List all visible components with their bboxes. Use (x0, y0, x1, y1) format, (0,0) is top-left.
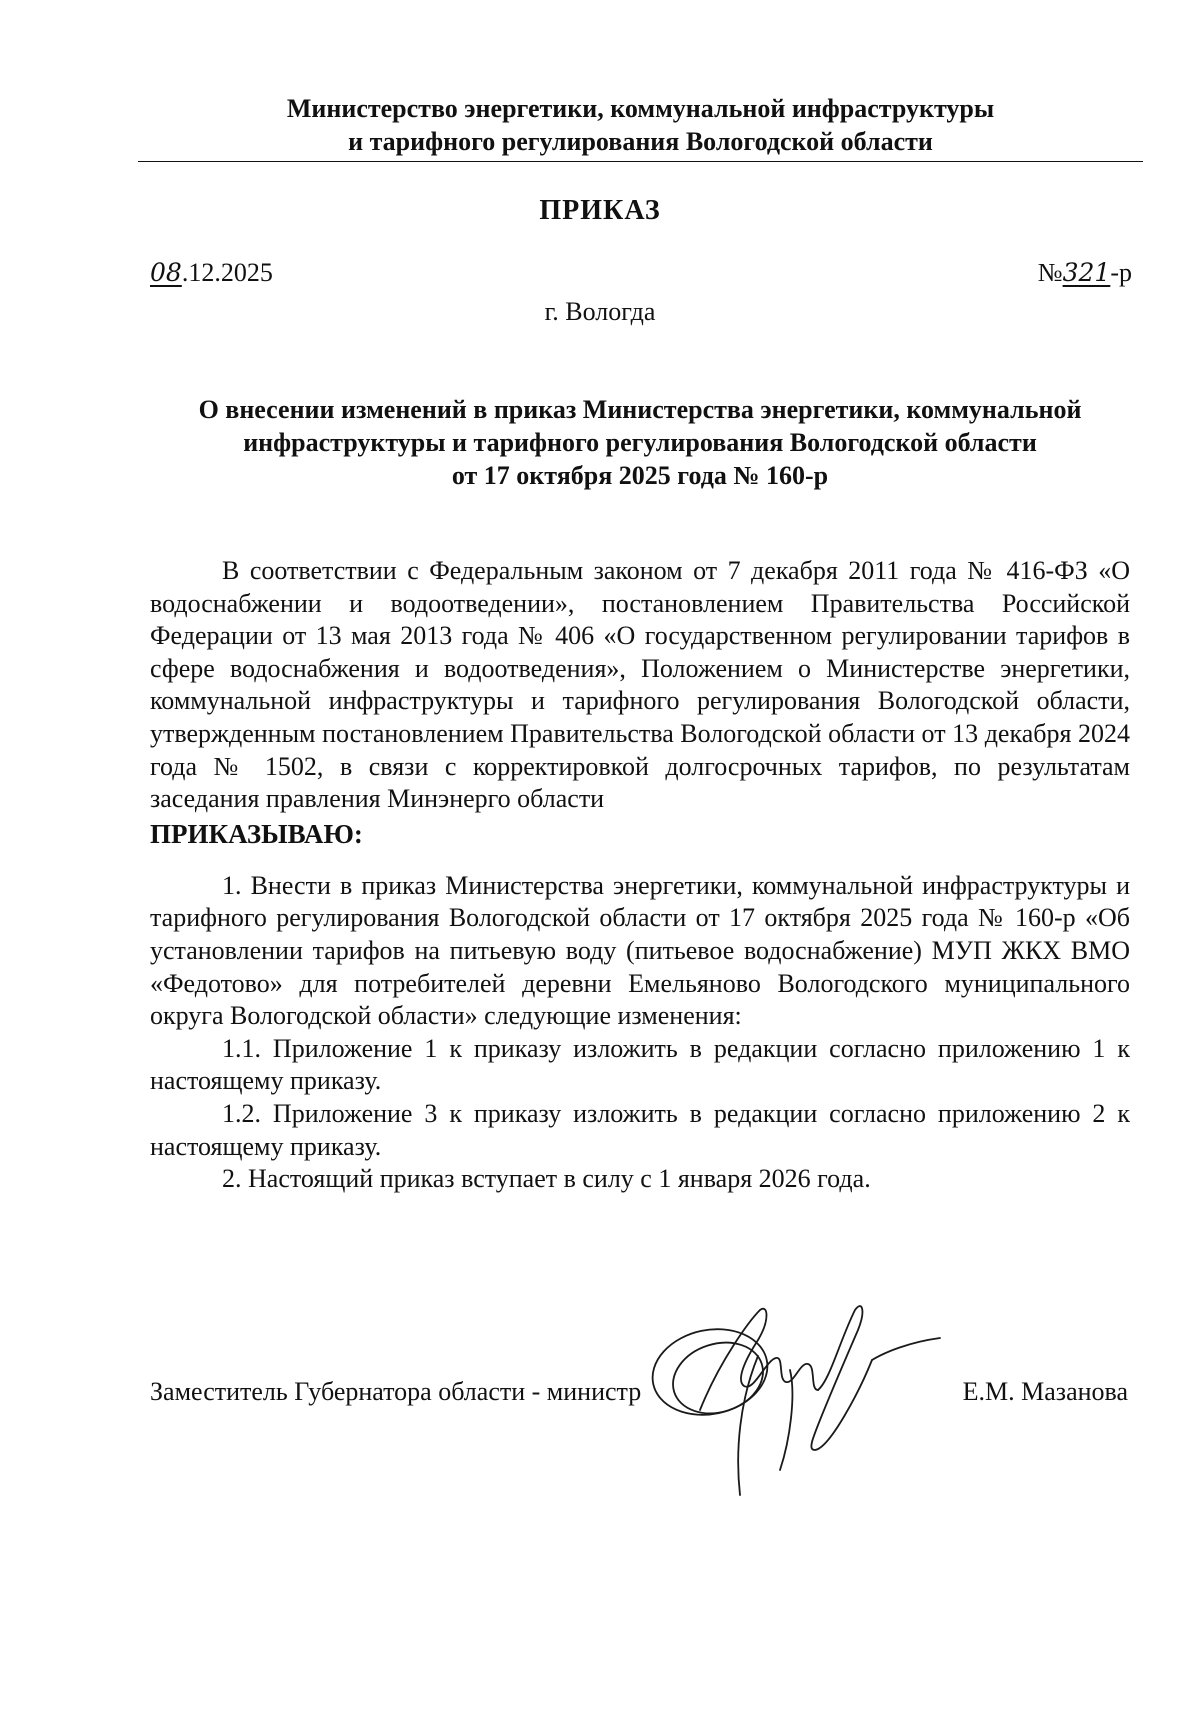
subject-line2: инфраструктуры и тарифного регулирования Вологодской области (243, 428, 1037, 457)
subject-line1: О внесении изменений в приказ Министерства энергетики, коммунальной (198, 395, 1082, 424)
handwritten-signature (640, 1300, 970, 1500)
order-word: ПРИКАЗЫВАЮ: (150, 818, 363, 849)
order-item-1: 1. Внести в приказ Министерства энергетики, коммунальной инфраструктуры и тарифного регулирования Вологодской области от 17 октября 2025 года № 160-р «Об установлении тарифов на питьевую воду (питьевое водоснабжение) МУП ЖКХ ВМО «Федотово» для потребителей деревни Емельяново Вологодского муниципального округа Вологодской области» следующие изменения: (150, 870, 1130, 1031)
signer-name: Е.М. Мазанова (962, 1377, 1128, 1406)
number-handwritten: 321 (1062, 258, 1111, 287)
order-item-2: 2. Настоящий приказ вступает в силу с 1 января 2026 года. (222, 1164, 871, 1194)
ministry-header (138, 92, 1143, 158)
number-suffix: -р (1110, 258, 1132, 287)
preamble-paragraph: В соответствии с Федеральным законом от 7 декабря 2011 года № 416-ФЗ «О водоснабжении и водоотведении», постановлением Правительства Российской Федерации от 13 мая 2013 года № 406 «О государственном регулировании тарифов в сфере водоснабжения и водоотведения», Положением о Министерстве энергетики, коммунальной инфраструктуры и тарифного регулирования Вологодской области, утвержденным постановлением Правительства Вологодской области от 13 декабря 2024 года № 1502, в связи с корректировкой долгосрочных тарифов, по результатам заседания правления Минэнерго области (150, 556, 1130, 814)
order-item-1-1: 1.1. Приложение 1 к приказу изложить в редакции согласно приложению 1 к настоящему приказу. (150, 1033, 1130, 1096)
document-city: г. Вологда (544, 297, 656, 326)
date-rest: .12.2025 (181, 258, 273, 287)
header-divider (138, 161, 1143, 162)
date-day-handwritten: 08 (150, 258, 182, 287)
subject-line3: от 17 октября 2025 года № 160-р (451, 461, 829, 490)
ministry-header-line1: Министерство энергетики, коммунальной инфраструктуры (286, 94, 995, 123)
document-date (150, 258, 273, 288)
signer-position: Заместитель Губернатора области - министр (150, 1377, 642, 1406)
document-body (150, 555, 1130, 1196)
order-item-1-2: 1.2. Приложение 3 к приказу изложить в редакции согласно приложению 2 к настоящему приказу. (150, 1098, 1130, 1161)
ministry-header-line2: и тарифного регулирования Вологодской области (348, 127, 933, 156)
document-subject (150, 393, 1130, 492)
document-title: ПРИКАЗ (539, 195, 661, 226)
number-prefix: № (1037, 258, 1063, 287)
document-number (1038, 258, 1132, 288)
